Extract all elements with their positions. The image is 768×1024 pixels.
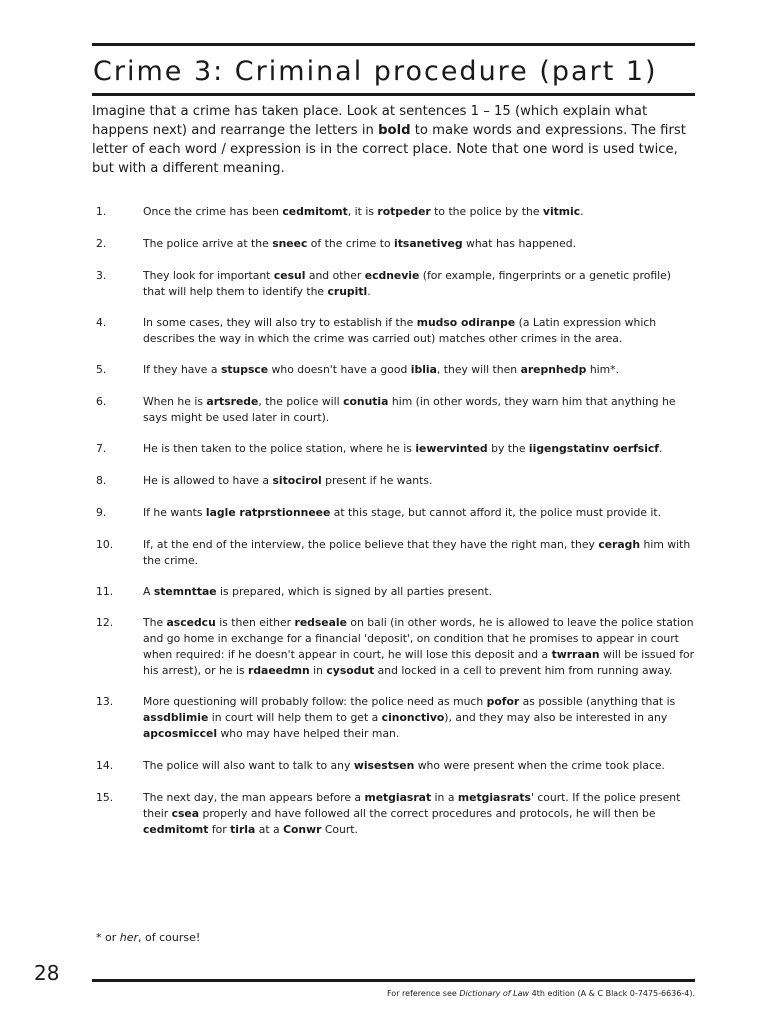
sentence-text: is then either	[215, 616, 295, 629]
sentence-text: for	[208, 823, 231, 836]
exercise-item	[92, 204, 696, 220]
sentence-text: (a Latin expression which describes the way in which the crime was carried out) matches other crimes in the area.	[143, 316, 657, 345]
item-number: 8.	[96, 474, 107, 487]
footnote-emphasis: her	[119, 931, 139, 944]
exercise-item	[92, 441, 696, 457]
sentence-text: Once the crime has been	[143, 205, 283, 218]
scrambled-word: rdaeedmn	[248, 664, 310, 677]
instructions-text-2: to make words and expressions. The first letter of each word / expression is in the correct place. Note that one word is used twice, but with a different meaning.	[92, 123, 686, 176]
sentence-text: who doesn't have a good	[268, 363, 411, 376]
item-sentence	[143, 315, 696, 347]
item-sentence	[143, 204, 696, 220]
exercise-item	[92, 615, 696, 679]
scrambled-word: twrraan	[551, 648, 600, 661]
sentence-text: When he is	[143, 395, 207, 408]
item-sentence	[143, 362, 696, 378]
scrambled-word: pofor	[486, 695, 520, 708]
sentence-text: in	[309, 664, 327, 677]
scrambled-word: stemnttae	[153, 585, 217, 598]
item-number: 2.	[96, 237, 107, 250]
sentence-text: If they have a	[143, 363, 221, 376]
exercise-item	[92, 505, 696, 521]
sentence-text: If, at the end of the interview, the police believe that they have the right man, they	[143, 538, 599, 551]
reference-book-title: Dictionary of Law	[459, 989, 530, 998]
scrambled-word: cysodut	[326, 664, 375, 677]
sentence-text: who may have helped their man.	[217, 727, 400, 740]
exercise-item	[92, 362, 696, 378]
scrambled-word: crupitl	[327, 285, 368, 298]
sentence-text: Court.	[321, 823, 358, 836]
sentence-text: what has happened.	[462, 237, 577, 250]
item-sentence	[143, 268, 696, 300]
scrambled-word: cesul	[273, 269, 306, 282]
item-sentence	[143, 758, 696, 774]
item-number: 11.	[96, 585, 114, 598]
sentence-text: , they will then	[436, 363, 521, 376]
sentence-text: in court will help them to get a	[208, 711, 382, 724]
exercise-item	[92, 694, 696, 742]
item-sentence	[143, 505, 696, 521]
sentence-text: and locked in a cell to prevent him from running away.	[374, 664, 673, 677]
sentence-text: The police arrive at the	[143, 237, 273, 250]
scrambled-word: itsanetiveg	[394, 237, 463, 250]
scrambled-word: conutia	[343, 395, 389, 408]
item-sentence	[143, 473, 696, 489]
item-sentence	[143, 537, 696, 569]
item-number: 6.	[96, 395, 107, 408]
scrambled-word: cedmitomt	[143, 823, 209, 836]
item-number: 1.	[96, 205, 107, 218]
sentence-text: ), and they may also be interested in any	[444, 711, 668, 724]
item-number: 5.	[96, 363, 107, 376]
reference-prefix: For reference see	[386, 989, 460, 998]
page-title: Crime 3: Criminal procedure (part 1)	[93, 56, 658, 87]
scrambled-word: apcosmiccel	[143, 727, 218, 740]
sentence-text: They look for important	[143, 269, 274, 282]
exercise-list	[92, 204, 696, 838]
scrambled-word: cedmitomt	[282, 205, 348, 218]
reference-note	[387, 988, 695, 1000]
item-number: 12.	[96, 616, 114, 629]
sentence-text: as possible (anything that is	[519, 695, 676, 708]
top-rule	[92, 43, 695, 46]
sentence-text: The next day, the man appears before a	[143, 791, 365, 804]
sentence-text: will be issued for his arrest), or he is	[143, 648, 695, 677]
sentence-text: ' court. If the police present their	[143, 791, 681, 820]
sentence-text: A	[143, 585, 154, 598]
title-underline	[92, 93, 695, 96]
scrambled-word: arepnhedp	[520, 363, 587, 376]
sentence-text: him*.	[586, 363, 620, 376]
scrambled-word: wisestsen	[353, 759, 415, 772]
sentence-text: him with the crime.	[143, 538, 691, 567]
scrambled-word: mudso odiranpe	[416, 316, 516, 329]
sentence-text: .	[580, 205, 584, 218]
scrambled-word: Conwr	[283, 823, 322, 836]
exercise-item	[92, 473, 696, 489]
scrambled-word: redseale	[294, 616, 347, 629]
scrambled-word: sneec	[272, 237, 308, 250]
item-sentence	[143, 615, 696, 679]
reference-suffix: 4th edition (A & C Black 0-7475-6636-4).	[529, 989, 695, 998]
scrambled-word: rotpeder	[377, 205, 431, 218]
exercise-item	[92, 584, 696, 600]
item-number: 15.	[96, 791, 114, 804]
sentence-text: at a	[255, 823, 284, 836]
item-number: 7.	[96, 442, 107, 455]
exercise-item	[92, 537, 696, 569]
page-number: 28	[34, 961, 60, 985]
footnote-prefix: * or	[96, 931, 120, 944]
scrambled-word: iewervinted	[415, 442, 488, 455]
scrambled-word: sitocirol	[272, 474, 322, 487]
sentence-text: to the police by the	[430, 205, 543, 218]
item-number: 9.	[96, 506, 107, 519]
sentence-text: .	[659, 442, 663, 455]
scrambled-word: artsrede	[206, 395, 259, 408]
sentence-text: He is allowed to have a	[143, 474, 273, 487]
item-number: 4.	[96, 316, 107, 329]
sentence-text: , it is	[347, 205, 378, 218]
exercise-item	[92, 268, 696, 300]
scrambled-word: stupsce	[220, 363, 269, 376]
scrambled-word: iblia	[410, 363, 437, 376]
item-sentence	[143, 694, 696, 742]
instructions-paragraph	[92, 102, 696, 178]
sentence-text: , the police will	[258, 395, 344, 408]
sentence-text: present if he wants.	[321, 474, 433, 487]
scrambled-word: ecdnevie	[364, 269, 420, 282]
sentence-text: of the crime to	[307, 237, 395, 250]
item-number: 13.	[96, 695, 114, 708]
item-number: 10.	[96, 538, 114, 551]
exercise-item	[92, 236, 696, 252]
scrambled-word: assdblimie	[143, 711, 209, 724]
sentence-text: and other	[305, 269, 365, 282]
instructions-text-1: Imagine that a crime has taken place. Look at sentences 1 – 15 (which explain what happens next) and rearrange the letters in	[92, 104, 648, 138]
exercise-item	[92, 394, 696, 426]
item-sentence	[143, 236, 696, 252]
scrambled-word: cinonctivo	[381, 711, 445, 724]
scrambled-word: csea	[171, 807, 200, 820]
bottom-rule	[92, 979, 695, 982]
scrambled-word: ascedcu	[166, 616, 216, 629]
sentence-text: He is then taken to the police station, where he is	[143, 442, 416, 455]
sentence-text: (for example, fingerprints or a genetic profile) that will help them to identify the	[143, 269, 671, 298]
scrambled-word: iigengstatinv oerfsicf	[528, 442, 659, 455]
sentence-text: by the	[487, 442, 529, 455]
sentence-text: .	[367, 285, 371, 298]
sentence-text: The	[143, 616, 167, 629]
footnote-suffix: , of course!	[138, 931, 201, 944]
item-number: 3.	[96, 269, 107, 282]
exercise-item	[92, 315, 696, 347]
item-sentence	[143, 584, 696, 600]
sentence-text: If he wants	[143, 506, 206, 519]
instructions-bold-word: bold	[378, 123, 411, 138]
sentence-text: on bali (in other words, he is allowed to leave the police station and go home in exchange for a financial 'deposit', on condition that he promises to appear in court when required: if he doesn't appear in court, he will lose this deposit and a	[143, 616, 694, 661]
sentence-text: In some cases, they will also try to establish if the	[143, 316, 417, 329]
footnote	[96, 930, 200, 946]
scrambled-word: lagle ratprstionneee	[205, 506, 331, 519]
exercise-item	[92, 790, 696, 838]
sentence-text: in a	[431, 791, 458, 804]
item-number: 14.	[96, 759, 114, 772]
sentence-text: is prepared, which is signed by all parties present.	[216, 585, 493, 598]
sentence-text: More questioning will probably follow: the police need as much	[143, 695, 487, 708]
sentence-text: at this stage, but cannot afford it, the police must provide it.	[330, 506, 662, 519]
scrambled-word: tirla	[230, 823, 256, 836]
scrambled-word: ceragh	[598, 538, 641, 551]
sentence-text: The police will also want to talk to any	[143, 759, 354, 772]
item-sentence	[143, 790, 696, 838]
sentence-text: him (in other words, they warn him that anything he says might be used later in court).	[143, 395, 676, 424]
scrambled-word: vitmic	[542, 205, 581, 218]
sentence-text: who were present when the crime took place.	[414, 759, 665, 772]
item-sentence	[143, 441, 696, 457]
sentence-text: properly and have followed all the correct procedures and protocols, he will then be	[199, 807, 656, 820]
exercise-item	[92, 758, 696, 774]
item-sentence	[143, 394, 696, 426]
scrambled-word: metgiasrats	[457, 791, 531, 804]
scrambled-word: metgiasrat	[364, 791, 432, 804]
